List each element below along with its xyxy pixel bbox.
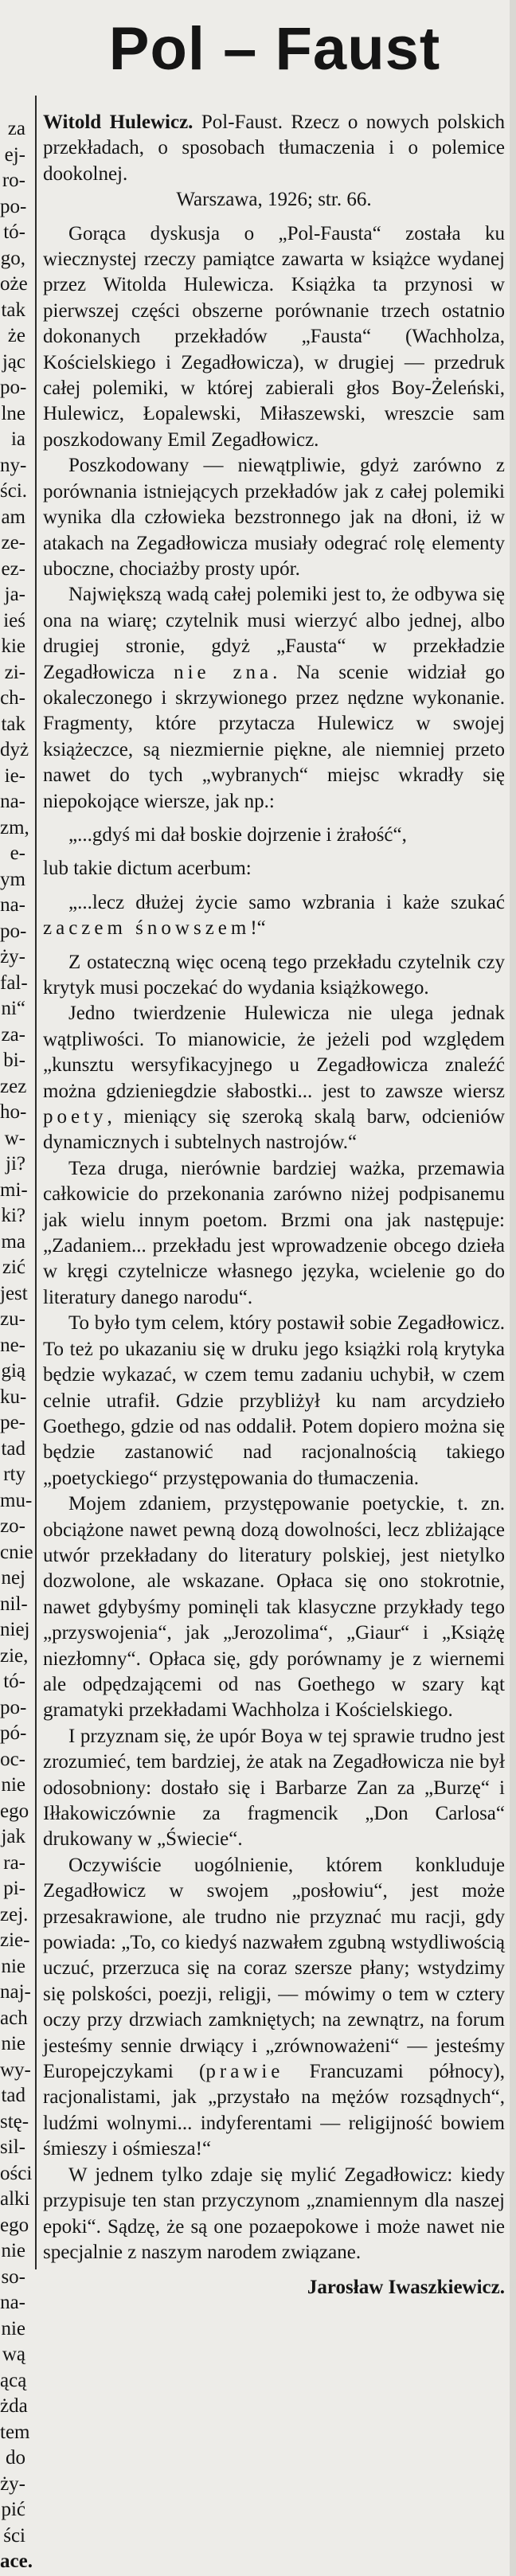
- left-column-fragment: na-: [0, 791, 25, 812]
- paragraph-5-text-b: , mieniący się szeroką skalą barw, odcieniów dynamicznych i subtelnych nastrojów.“: [43, 1106, 505, 1154]
- left-column-fragment: ia: [10, 428, 25, 450]
- left-column-fragment: na-: [0, 894, 25, 916]
- neighbouring-column-fragments: [0, 116, 33, 2572]
- left-column-fragment: tad: [1, 1437, 25, 1460]
- left-column-fragment: nie: [1, 2033, 25, 2054]
- left-column-fragment: po-: [0, 1696, 27, 1718]
- left-column-fragment: ji?: [6, 1153, 25, 1175]
- left-column-fragment: niej: [0, 1619, 30, 1640]
- paragraph-10-spaced: prawie: [205, 2061, 284, 2083]
- left-column-fragment: ego: [0, 2214, 29, 2236]
- left-column-fragment: ho-: [0, 1101, 27, 1123]
- paragraph-1: Gorąca dyskusja o „Pol-Fausta“ została ku wiecznystej rzeczy pamiątce zawarta w książce wydanej przez Witolda Hulewicza. Książka ta przynosi w pierwszej części obszerne porównanie trzech ostatnio dokonanych przekładów „Fausta“ (Wachholza, Kościelskiego i Zegadłowicza), w drugiej — przedruk całej polemiki, w której zabierali głos Boy-Żeleński, Hulewicz, Łopalewski, Miłaszewski, wreszcie sam poszkodowany Emil Zegadłowicz.: [43, 222, 505, 451]
- left-column-fragment: wy-: [0, 2058, 31, 2081]
- left-column-fragment: ra-: [3, 1851, 25, 1874]
- paragraph-6: Teza druga, nierównie bardziej ważka, przemawia całkowicie do przekonania zarówno niżej podpisanemu jak wielu innym poetom. Brzmi ona jak następuje: „Zadaniem... przekładu jest wprowadzenie obcego dzieła w kręgi czytelnicze własnego języka, wcielenie go do literatury danego narodu“.: [43, 1157, 505, 1308]
- bibliographic-text: Pol-Faust. Rzecz o nowych polskich przekładach, o sposobach tłumaczenia i o polemice dookolnej.: [43, 111, 506, 185]
- left-column-fragment: ze-: [1, 532, 25, 553]
- quote-2-end: !“: [250, 917, 266, 940]
- paragraph-4: Jedno twierdzenie Hulewicza nie ulega jednak wątpliwości. To mianowicie, że jeżeli pod względem „kunsztu wersyfikacyjnego u Zegadłowicza znaleźć można gdzieniegdzie słabostki... jest to zawsze wiersz poety, mieniący się szeroką skalą barw, odcieniów dynamicznych i subtelnych nastrojów.“: [43, 1003, 505, 1154]
- left-column-fragment: ącą: [0, 2369, 27, 2391]
- quote-2-spaced: zaczem śnowszem: [43, 917, 251, 940]
- left-column-fragment: po-: [0, 377, 27, 398]
- left-column-fragment: cnie: [0, 1541, 33, 1563]
- left-column-fragment: mu-: [0, 1489, 33, 1511]
- left-column-fragment: tem: [0, 2421, 30, 2443]
- left-column-fragment: ach: [0, 2007, 28, 2029]
- left-column-fragment: tó-: [3, 1671, 25, 1692]
- left-column-fragment: alki: [0, 2188, 30, 2210]
- quote-2: [43, 890, 505, 942]
- article-headline: Pol – Faust: [108, 15, 441, 83]
- left-column-fragment: nie: [1, 2240, 25, 2261]
- left-column-fragment: żda: [0, 2395, 28, 2417]
- bibliographic-imprint: Warszawa, 1926; str. 66.: [176, 189, 372, 211]
- left-column-fragment: ieś: [3, 609, 25, 631]
- page-edge: [510, 0, 516, 2576]
- paragraph-2: Poszkodowany — niewątpliwie, gdyż zarówno z porównania istniejących przekładów jak z całej polemiki wynika dla człowieka bezstronnego jak na dłoni, iż w atakach na Zegadłowicza musiały odegrać rolę elementy uboczne, chociażby prosty upór.: [43, 455, 505, 580]
- paragraph-8: Mojem zdaniem, przystępowanie poetyckie, t. zn. obciążone nawet pewną dozą dowolności, lecz zbliżające utwór przekładany do literatury polskiej, jest nietylko dozwolone, ale wskazane. Opłaca się ono stokrotnie, nawet gdybyśmy pominęli tak klasyczne przykłady tego „przyswojenia“, jak „Jerozolima“, „Giaur“ i „Książę niezłomny“. Opłaca się, gdy porównamy je z wiernemi ale odpędzającemi od nas Goethego w szary kąt gramatyki przekładami Wachholza i Kościelskiego.: [43, 1493, 505, 1722]
- left-column-fragment: ja-: [4, 584, 25, 605]
- left-column-fragment: mi-: [0, 1179, 28, 1201]
- left-column-fragment: tó-: [3, 221, 25, 243]
- left-column-fragment: ym: [0, 868, 25, 890]
- left-column-fragment: nie: [1, 1774, 25, 1796]
- left-column-fragment: zo-: [0, 1515, 25, 1537]
- left-column-fragment: ne-: [0, 1334, 25, 1356]
- left-column-fragment: zi-: [4, 661, 25, 683]
- left-column-fragment: oc-: [0, 1748, 25, 1770]
- left-column-fragment: gią: [1, 1360, 25, 1382]
- left-column-fragment: nie: [1, 2317, 25, 2340]
- left-column-fragment: lne: [1, 402, 25, 424]
- paragraph-3-spaced: nie zna: [174, 661, 273, 683]
- left-column-fragment: ej-: [4, 143, 25, 166]
- left-column-fragment: kie: [1, 635, 25, 657]
- left-column-fragment: stę-: [0, 2110, 29, 2132]
- left-column-fragment: ez-: [1, 557, 25, 580]
- paragraph-5-spaced: poety: [43, 1106, 108, 1128]
- bibliographic-note: [43, 110, 505, 213]
- left-column-fragment: ści.: [0, 480, 28, 502]
- left-column-fragment: na-: [0, 2292, 25, 2313]
- left-column-fragment: e-: [10, 842, 25, 864]
- left-column-fragment: sil-: [0, 2136, 25, 2158]
- left-column-fragment: po-: [0, 195, 27, 217]
- left-column-fragment: pi-: [3, 1878, 25, 1899]
- left-column-fragment: jąc: [2, 350, 25, 373]
- paragraph-3-text-a: Największą wadą całej polemiki jest to, że odbywa się ona na wiarę; czytelnik musi wierzyć albo jednej, albo drugiej stronie, gdyż „Fausta“ w przekładzie Zegadłowicza: [43, 584, 505, 683]
- left-column-fragment: nej: [1, 1567, 25, 1589]
- left-column-fragment: zić: [2, 1257, 25, 1278]
- quote-2-text: „...lecz dłużej życie samo wzbrania i każe szukać: [68, 891, 505, 913]
- left-column-fragment: oże: [0, 273, 28, 295]
- left-column-fragment: ch-: [0, 687, 25, 709]
- left-column-fragment: ace.: [0, 2551, 33, 2572]
- quote-1: „...gdyś mi dał boskie dojrzenie i żrałość“,: [68, 823, 407, 846]
- paragraph-9: I przyznam się, że upór Boya w tej sprawie trudno jest zrozumieć, tem bardziej, że atak na Zegadłowicza nie był odosobniony: dostało się i Barbarze Zan za „Burzę“ i Iłłakowiczównie za fragmencik „Don Carlosa“ drukowany w „Świecie“.: [43, 1725, 505, 1851]
- left-column-fragment: zm,: [0, 816, 29, 838]
- left-column-fragment: ży-: [0, 946, 25, 967]
- left-column-fragment: do: [6, 2447, 25, 2469]
- left-column-fragment: zu-: [0, 1308, 25, 1330]
- left-column-fragment: rty: [3, 1464, 25, 1485]
- left-column-fragment: ni“: [1, 998, 25, 1019]
- left-column-fragment: ości: [0, 2162, 33, 2184]
- left-column-fragment: ro-: [2, 170, 25, 191]
- paragraph-conclusion: Z ostateczną więc oceną tego przekładu czytelnik czy krytyk musi poczekać do wydania książkowego.: [43, 951, 505, 999]
- left-column-fragment: pe-: [0, 1412, 25, 1433]
- left-column-fragment: zez: [0, 1075, 27, 1097]
- left-column-fragment: naj-: [0, 1981, 31, 2003]
- left-column-fragment: tak: [1, 713, 25, 735]
- left-column-fragment: pó-: [0, 1722, 27, 1744]
- quote-intro: lub takie dictum acerbum:: [43, 858, 252, 880]
- left-column-fragment: tak: [1, 299, 25, 321]
- left-column-fragment: w-: [4, 1127, 25, 1149]
- author-signature: Jarosław Iwaszkiewicz.: [307, 2277, 505, 2299]
- left-column-fragment: ie-: [4, 764, 25, 787]
- paragraph-10-text-b: Francuzami północy), racjonalistami, jak „przystało na mężów rozsądnych“, ludźmi wolnymi... indyferentami — religijność bowiem śmieszy i ośmiesza!“: [43, 2061, 505, 2160]
- paragraph-7: To było tym celem, który postawił sobie Zegadłowicz. To też po ukazaniu się w druku jego książki rolą krytyka będzie wykazać, w czem temu zadaniu uchybił, w czem celnie utrafił. Gdzie przybliżył ku nam arcydzieło Goethego, gdzie od nas oddalił. Potem dopiero można się będzie zastanowić nad racjonalnością takiego „poetyckiego“ przystępowania do tłumaczenia.: [43, 1312, 505, 1489]
- article-body: [43, 110, 505, 2301]
- left-column-fragment: ego: [0, 1800, 29, 1822]
- paragraph-10: [43, 1853, 505, 2163]
- left-column-fragment: dyż: [0, 739, 29, 760]
- left-column-fragment: zej.: [0, 1903, 29, 1925]
- left-column-fragment: bi-: [3, 1050, 25, 1071]
- left-column-fragment: ki?: [1, 1205, 25, 1226]
- left-column-fragment: wą: [2, 2343, 25, 2365]
- paragraph-3-text-b: . Na scenie widział go okaleczonego i skrzywionego przez nędzne wykonanie. Fragmenty, które przytacza Hulewicz w swojej książeczce, są niezmiernie piękne, ale niemniej przeto nawet do tych „wybranych“ miejsc wkradły się niepokojące wiersze, jak np.:: [43, 661, 506, 812]
- left-column-fragment: nie: [1, 1955, 25, 1977]
- left-column-fragment: ku-: [0, 1386, 27, 1408]
- paragraph-10-text-a: Oczywiście uogólnienie, którem konkluduje Zegadłowicz w swojem „posłowiu“, jest może przesakrawione, ale trudno nie przyznać mu racji, gdy powiada: „To, co kiedyś nazwałem zgubną wstydliwością uczuć, przerzuca się na coraz szersze płany; wstydzimy się polskości, poezji, religji, — mówimy o tem w cztery oczy przy drzwiach zamkniętych; na zewnątrz, na forum jesteśmy sennie drwiący i „zrównoważeni“ — jesteśmy Europejczykami (: [43, 1854, 505, 2083]
- left-column-fragment: zie,: [0, 1644, 29, 1667]
- left-column-fragment: fal-: [0, 971, 28, 994]
- left-column-fragment: so-: [1, 2265, 25, 2288]
- left-column-fragment: ma: [1, 1230, 25, 1253]
- left-column-fragment: jak: [1, 1826, 25, 1847]
- left-column-fragment: zie-: [0, 1929, 30, 1951]
- paragraph-3: [43, 582, 505, 815]
- reviewed-author: Witold Hulewicz.: [43, 111, 194, 133]
- left-column-fragment: tad: [1, 2085, 25, 2106]
- left-column-fragment: nil-: [0, 1593, 28, 1615]
- left-column-fragment: pić: [1, 2499, 25, 2520]
- left-column-fragment: ży-: [0, 2472, 25, 2495]
- paragraph-11: W jednem tylko zdaje się mylić Zegadłowicz: kiedy przypisuje ten stan przyczynom „znamiennym dla naszej epoki“. Sądzę, że są one pozaepokowe i może nawet nie specjalnie z naszym narodem związane.: [43, 2164, 505, 2263]
- left-column-fragment: ny-: [0, 454, 27, 476]
- left-column-fragment: am: [1, 506, 25, 528]
- left-column-fragment: po-: [0, 920, 27, 942]
- left-column-fragment: jest: [0, 1282, 28, 1304]
- left-column-fragment: za-: [1, 1023, 25, 1046]
- left-column-fragment: go,: [0, 247, 25, 269]
- column-rule: [35, 96, 37, 2269]
- left-column-fragment: za: [7, 118, 25, 139]
- left-column-fragment: ści: [3, 2524, 25, 2547]
- left-column-fragment: że: [7, 325, 25, 346]
